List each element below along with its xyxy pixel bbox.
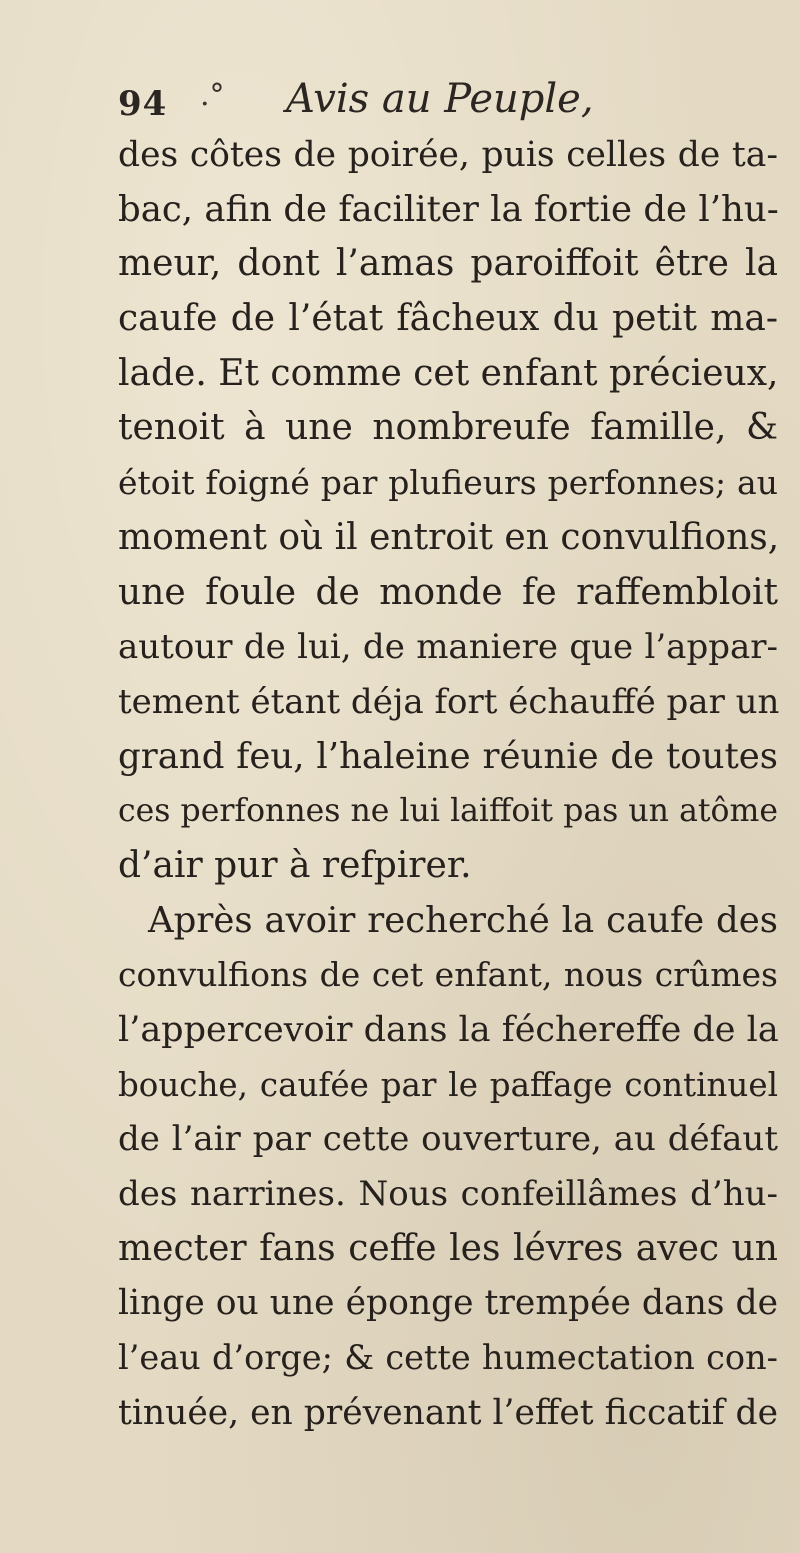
text-line: de l’air par cette ouverture, au défaut <box>118 1119 778 1160</box>
text-line: linge ou une éponge trempée dans de <box>118 1283 778 1324</box>
text-line: des narrines. Nous confeillâmes d’hu- <box>118 1174 778 1215</box>
text-line: moment où il entroit en convulfions, <box>118 516 780 558</box>
paragraph-end-line: d’air pur à refpirer. <box>118 844 472 886</box>
page-number: 94 <box>118 84 168 124</box>
header-ornament: .° <box>200 78 225 113</box>
text-line: caufe de l’état fâcheux du petit ma- <box>118 298 778 340</box>
body-text <box>118 128 778 1441</box>
text-line: l’appercevoir dans la féchereffe de la <box>118 1010 779 1050</box>
text-line: meur, dont l’amas paroiffoit être la <box>118 243 778 285</box>
text-line: grand feu, l’haleine réunie de toutes <box>118 735 778 777</box>
text-line: tinuée, en prévenant l’effet ficcatif de <box>118 1392 778 1433</box>
running-head: Avis au Peuple, <box>286 76 594 122</box>
text-line: bac, afin de faciliter la fortie de l’hu- <box>118 188 779 230</box>
text-line: lade. Et comme cet enfant précieux, <box>118 352 779 394</box>
text-line: mecter fans ceffe les lévres avec un <box>118 1227 778 1269</box>
text-line: des côtes de poirée, puis celles de ta- <box>118 135 778 175</box>
text-line: ces perfonnes ne lui laiffoit pas un atôme <box>118 793 778 830</box>
page-header <box>118 74 678 134</box>
text-line: bouche, caufée par le paffage continuel <box>118 1065 778 1104</box>
text-line: autour de lui, de maniere que l’appar- <box>118 627 778 668</box>
text-line: convulfions de cet enfant, nous crûmes <box>118 955 778 995</box>
text-line: l’eau d’orge; & cette humectation con- <box>118 1338 778 1378</box>
text-line: tenoit à une nombreufe famille, & <box>118 407 778 449</box>
text-line: une foule de monde fe raffembloit <box>118 571 778 613</box>
paragraph-start-line: Après avoir recherché la caufe des <box>148 899 778 941</box>
text-line: tement étant déja fort échauffé par un <box>118 681 780 722</box>
text-line: étoit foigné par plufieurs perfonnes; au <box>118 463 778 503</box>
